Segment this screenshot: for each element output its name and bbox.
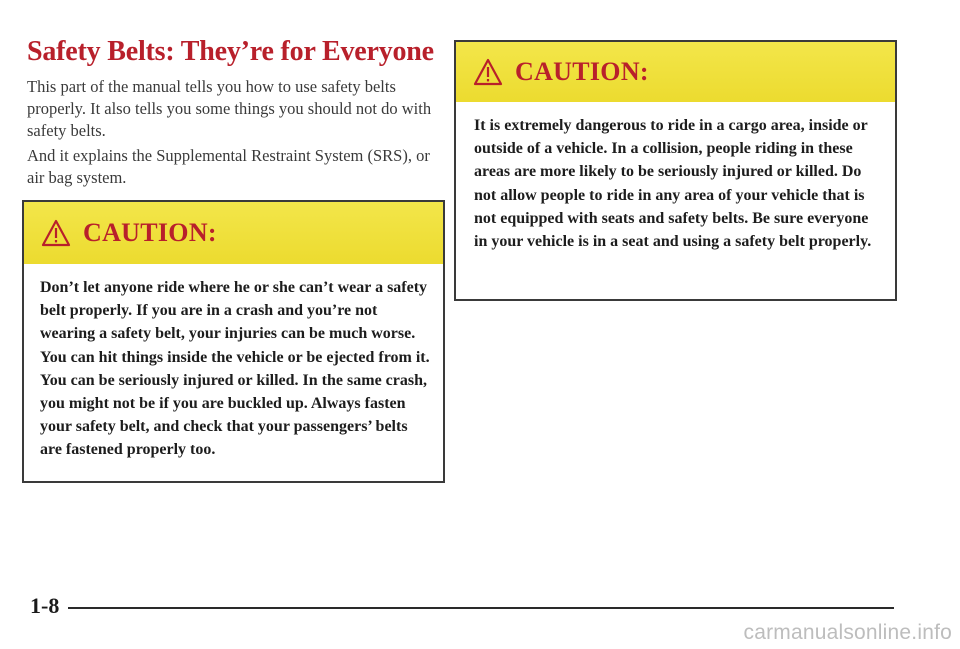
page-title: Safety Belts: They’re for Everyone [27, 36, 434, 67]
watermark-text: carmanualsonline.info [743, 621, 952, 644]
caution-box-cargo-area [454, 40, 897, 301]
warning-triangle-icon [473, 58, 503, 86]
intro-paragraph: And it explains the Supplemental Restraint System (SRS), or air bag system. [27, 146, 430, 187]
caution-header [24, 202, 443, 264]
intro-paragraph: This part of the manual tells you how to use safety belts properly. It also tells you some things you should not do with safety belts. [27, 77, 432, 140]
caution-body: It is extremely dangerous to ride in a cargo area, inside or outside of a vehicle. In a collision, people riding in these areas are more likely to be seriously injured or killed. Do not allow people to ride in any area of your vehicle that is not equipped with seats and safety belts. Be sure everyone in your vehicle is in a seat and using a safety belt properly. [474, 117, 872, 251]
caution-title: CAUTION: [515, 57, 649, 86]
caution-body: Don’t let anyone ride where he or she can’t wear a safety belt properly. If you are in a crash and you’re not wearing a safety belt, your injuries can be much worse. You can hit things inside the vehicle or be ejected from it. You can be seriously injured or killed. In the same crash, you might not be if you are buckled up. Always fasten your safety belt, and check that your passengers’ belts are fastened properly too. [40, 279, 430, 459]
caution-title: CAUTION: [83, 218, 217, 247]
page-number: 1-8 [30, 593, 60, 618]
warning-triangle-icon [41, 219, 71, 247]
caution-header [456, 42, 895, 102]
caution-box-no-belt [22, 200, 445, 483]
footer-rule [68, 607, 894, 609]
